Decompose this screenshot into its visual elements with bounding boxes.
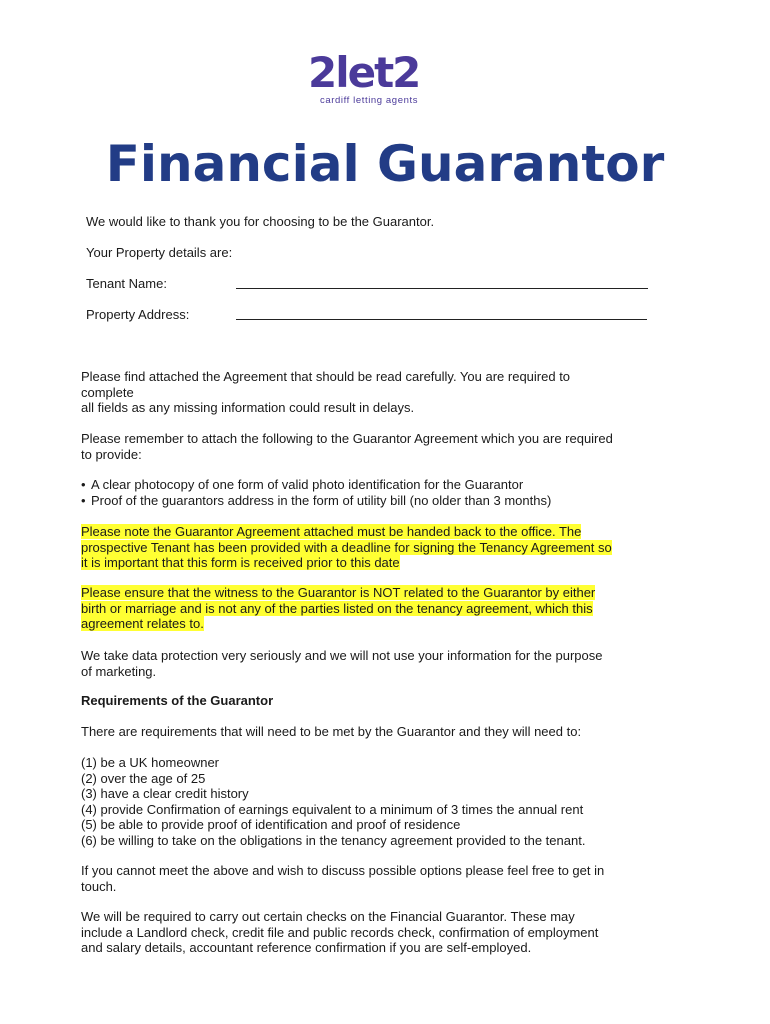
text-line: touch.	[81, 878, 117, 894]
attached-agreement-paragraph	[81, 369, 570, 416]
highlighted-line: prospective Tenant has been provided with a deadline for signing the Tenancy Agreement so	[81, 539, 612, 555]
list-item: (6) be willing to take on the obligations in the tenancy agreement provided to the tenant.	[81, 832, 586, 848]
company-logo	[308, 50, 438, 108]
list-item-text: A clear photocopy of one form of valid photo identification for the Guarantor	[91, 477, 524, 492]
logo-tagline: cardiff letting agents	[320, 95, 419, 106]
text-line: to provide:	[81, 446, 142, 462]
attach-documents-paragraph	[81, 431, 613, 462]
highlighted-line: agreement relates to.	[81, 616, 204, 631]
requirements-heading	[81, 693, 273, 709]
list-item: (1) be a UK homeowner	[81, 755, 220, 770]
text-line: Please remember to attach the following to the Guarantor Agreement which you are required	[81, 431, 613, 446]
checks-paragraph	[81, 909, 598, 956]
intro-text: We would like to thank you for choosing to be the Guarantor.	[86, 214, 435, 229]
logo-wordmark: 2let2	[308, 48, 420, 97]
bullet-icon: •	[81, 477, 86, 492]
attach-bullet-list	[81, 477, 551, 508]
handback-note-highlighted	[81, 524, 612, 571]
text-line: and salary details, accountant reference confirmation if you are self-employed.	[81, 940, 532, 955]
tenant-name-label: Tenant Name:	[86, 276, 167, 291]
text-line: complete	[81, 384, 134, 400]
witness-note-highlighted	[81, 585, 595, 632]
text-line: We will be required to carry out certain checks on the Financial Guarantor. These may	[81, 909, 575, 924]
highlighted-line: Please ensure that the witness to the Guarantor is NOT related to the Guarantor by either	[81, 585, 596, 600]
list-item	[81, 477, 551, 493]
bullet-icon: •	[81, 492, 86, 508]
list-item: (2) over the age of 25	[81, 770, 206, 786]
property-details-heading: Your Property details are:	[86, 245, 233, 260]
cannot-meet-paragraph	[81, 863, 604, 894]
highlighted-line: birth or marriage and is not any of the parties listed on the tenancy agreement, which this	[81, 600, 593, 616]
list-item: (4) provide Confirmation of earnings equivalent to a minimum of 3 times the annual rent	[81, 801, 584, 817]
text-line: Please find attached the Agreement that should be read carefully. You are required to	[81, 369, 571, 384]
tenant-name-blank-line[interactable]	[236, 288, 648, 289]
highlighted-line: it is important that this form is received prior to this date	[81, 555, 400, 570]
requirements-list	[81, 755, 585, 848]
text-line: of marketing.	[81, 663, 157, 679]
page-title: Financial Guarantor	[105, 135, 665, 193]
data-protection-paragraph	[81, 648, 602, 679]
requirements-intro: There are requirements that will need to be met by the Guarantor and they will need to:	[81, 724, 582, 739]
property-address-label: Property Address:	[86, 307, 190, 322]
text-line: If you cannot meet the above and wish to discuss possible options please feel free to get in	[81, 863, 605, 878]
highlighted-line: Please note the Guarantor Agreement attached must be handed back to the office. The	[81, 524, 582, 539]
list-item	[81, 493, 551, 509]
text-line: all fields as any missing information could result in delays.	[81, 400, 415, 415]
text-line: We take data protection very seriously and we will not use your information for the purpose	[81, 648, 603, 663]
list-item-text: Proof of the guarantors address in the form of utility bill (no older than 3 months)	[91, 492, 552, 508]
property-address-blank-line[interactable]	[236, 319, 647, 320]
text-line: include a Landlord check, credit file and public records check, confirmation of employment	[81, 924, 599, 940]
list-item: (3) have a clear credit history	[81, 786, 249, 801]
requirements-heading-text: Requirements of the Guarantor	[81, 693, 274, 708]
list-item: (5) be able to provide proof of identification and proof of residence	[81, 817, 461, 832]
